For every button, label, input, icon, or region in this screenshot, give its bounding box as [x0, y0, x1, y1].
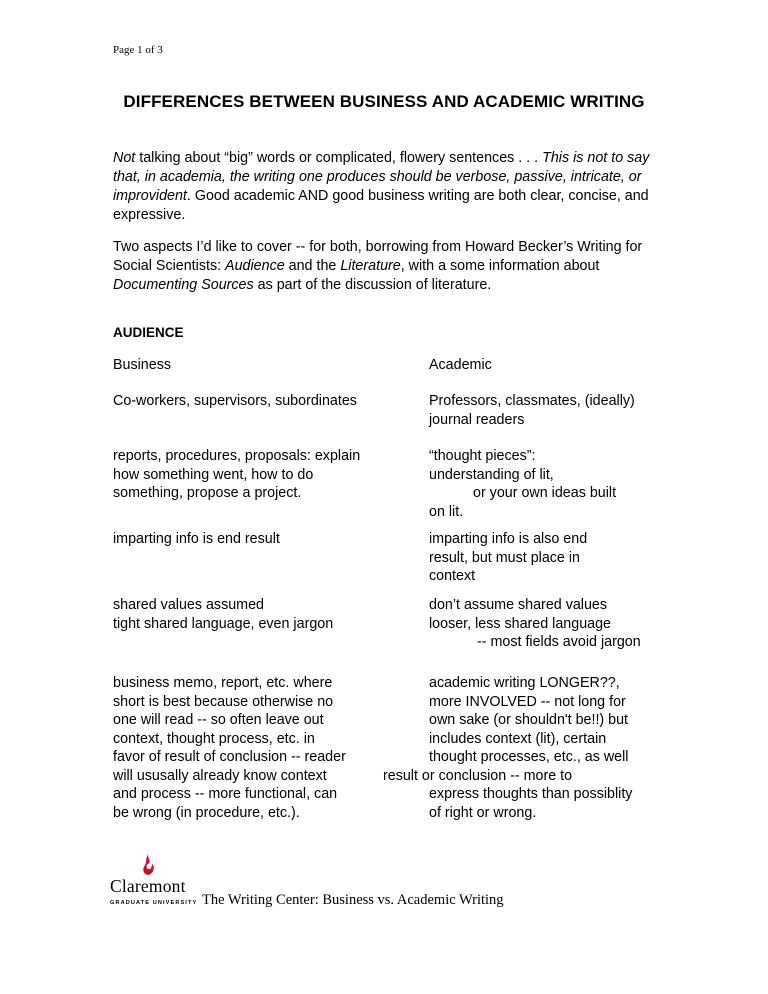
audience-heading: AUDIENCE: [113, 325, 184, 340]
logo-subtitle: GRADUATE UNIVERSITY: [110, 900, 198, 906]
academic-cell: imparting info is also end result, but must place in context: [429, 531, 588, 584]
academic-cell: academic writing LONGER??, more INVOLVED -- not long for own sake (or shouldn't be!!) but includes context (lit), certain thought processes, etc., as well result or conclusion -- more to express thoughts than possiblity of right or wrong.: [383, 675, 633, 821]
logo-name: Claremont: [110, 876, 186, 896]
business-cell: business memo, report, etc. where short is best because otherwise no one will read -- so often leave out context, thought process, etc. in favor of result of conclusion -- reader will ususally already know context and process -- more functional, can be wrong (in procedure, etc.).: [113, 675, 346, 821]
flame-icon: [142, 852, 156, 876]
business-column-header: Business: [113, 357, 172, 373]
claremont-logo: [110, 852, 198, 906]
academic-cell: “thought pieces”: understanding of lit, or your own ideas built on lit.: [429, 448, 617, 520]
academic-cell: don’t assume shared values looser, less shared language -- most fields avoid jargon: [429, 597, 641, 650]
business-cell: reports, procedures, proposals: explain how something went, how to do something, propose a project.: [113, 448, 361, 501]
intro-paragraph-1: Not talking about “big” words or complicated, flowery sentences . . . This is not to say that, in academia, the writing one produces should be verbose, passive, intricate, or improvident. Good academic AND good business writing are both clear, concise, and expressive.: [113, 150, 650, 223]
business-cell: shared values assumed tight shared language, even jargon: [113, 597, 334, 632]
academic-cell: Professors, classmates, (ideally) journal readers: [429, 393, 635, 428]
intro-paragraph-2: Two aspects I’d like to cover -- for both, borrowing from Howard Becker’s Writing for Social Scientists: Audience and the Literature, with a some information about Documenting Sources as part of the discussion of literature.: [113, 239, 643, 293]
footer-text: The Writing Center: Business vs. Academic Writing: [202, 892, 504, 908]
academic-column-header: Academic: [429, 357, 492, 373]
document-title: DIFFERENCES BETWEEN BUSINESS AND ACADEMIC WRITING: [123, 92, 645, 111]
business-cell: Co-workers, supervisors, subordinates: [113, 393, 357, 409]
page-number: Page 1 of 3: [113, 44, 163, 56]
business-cell: imparting info is end result: [113, 531, 280, 547]
